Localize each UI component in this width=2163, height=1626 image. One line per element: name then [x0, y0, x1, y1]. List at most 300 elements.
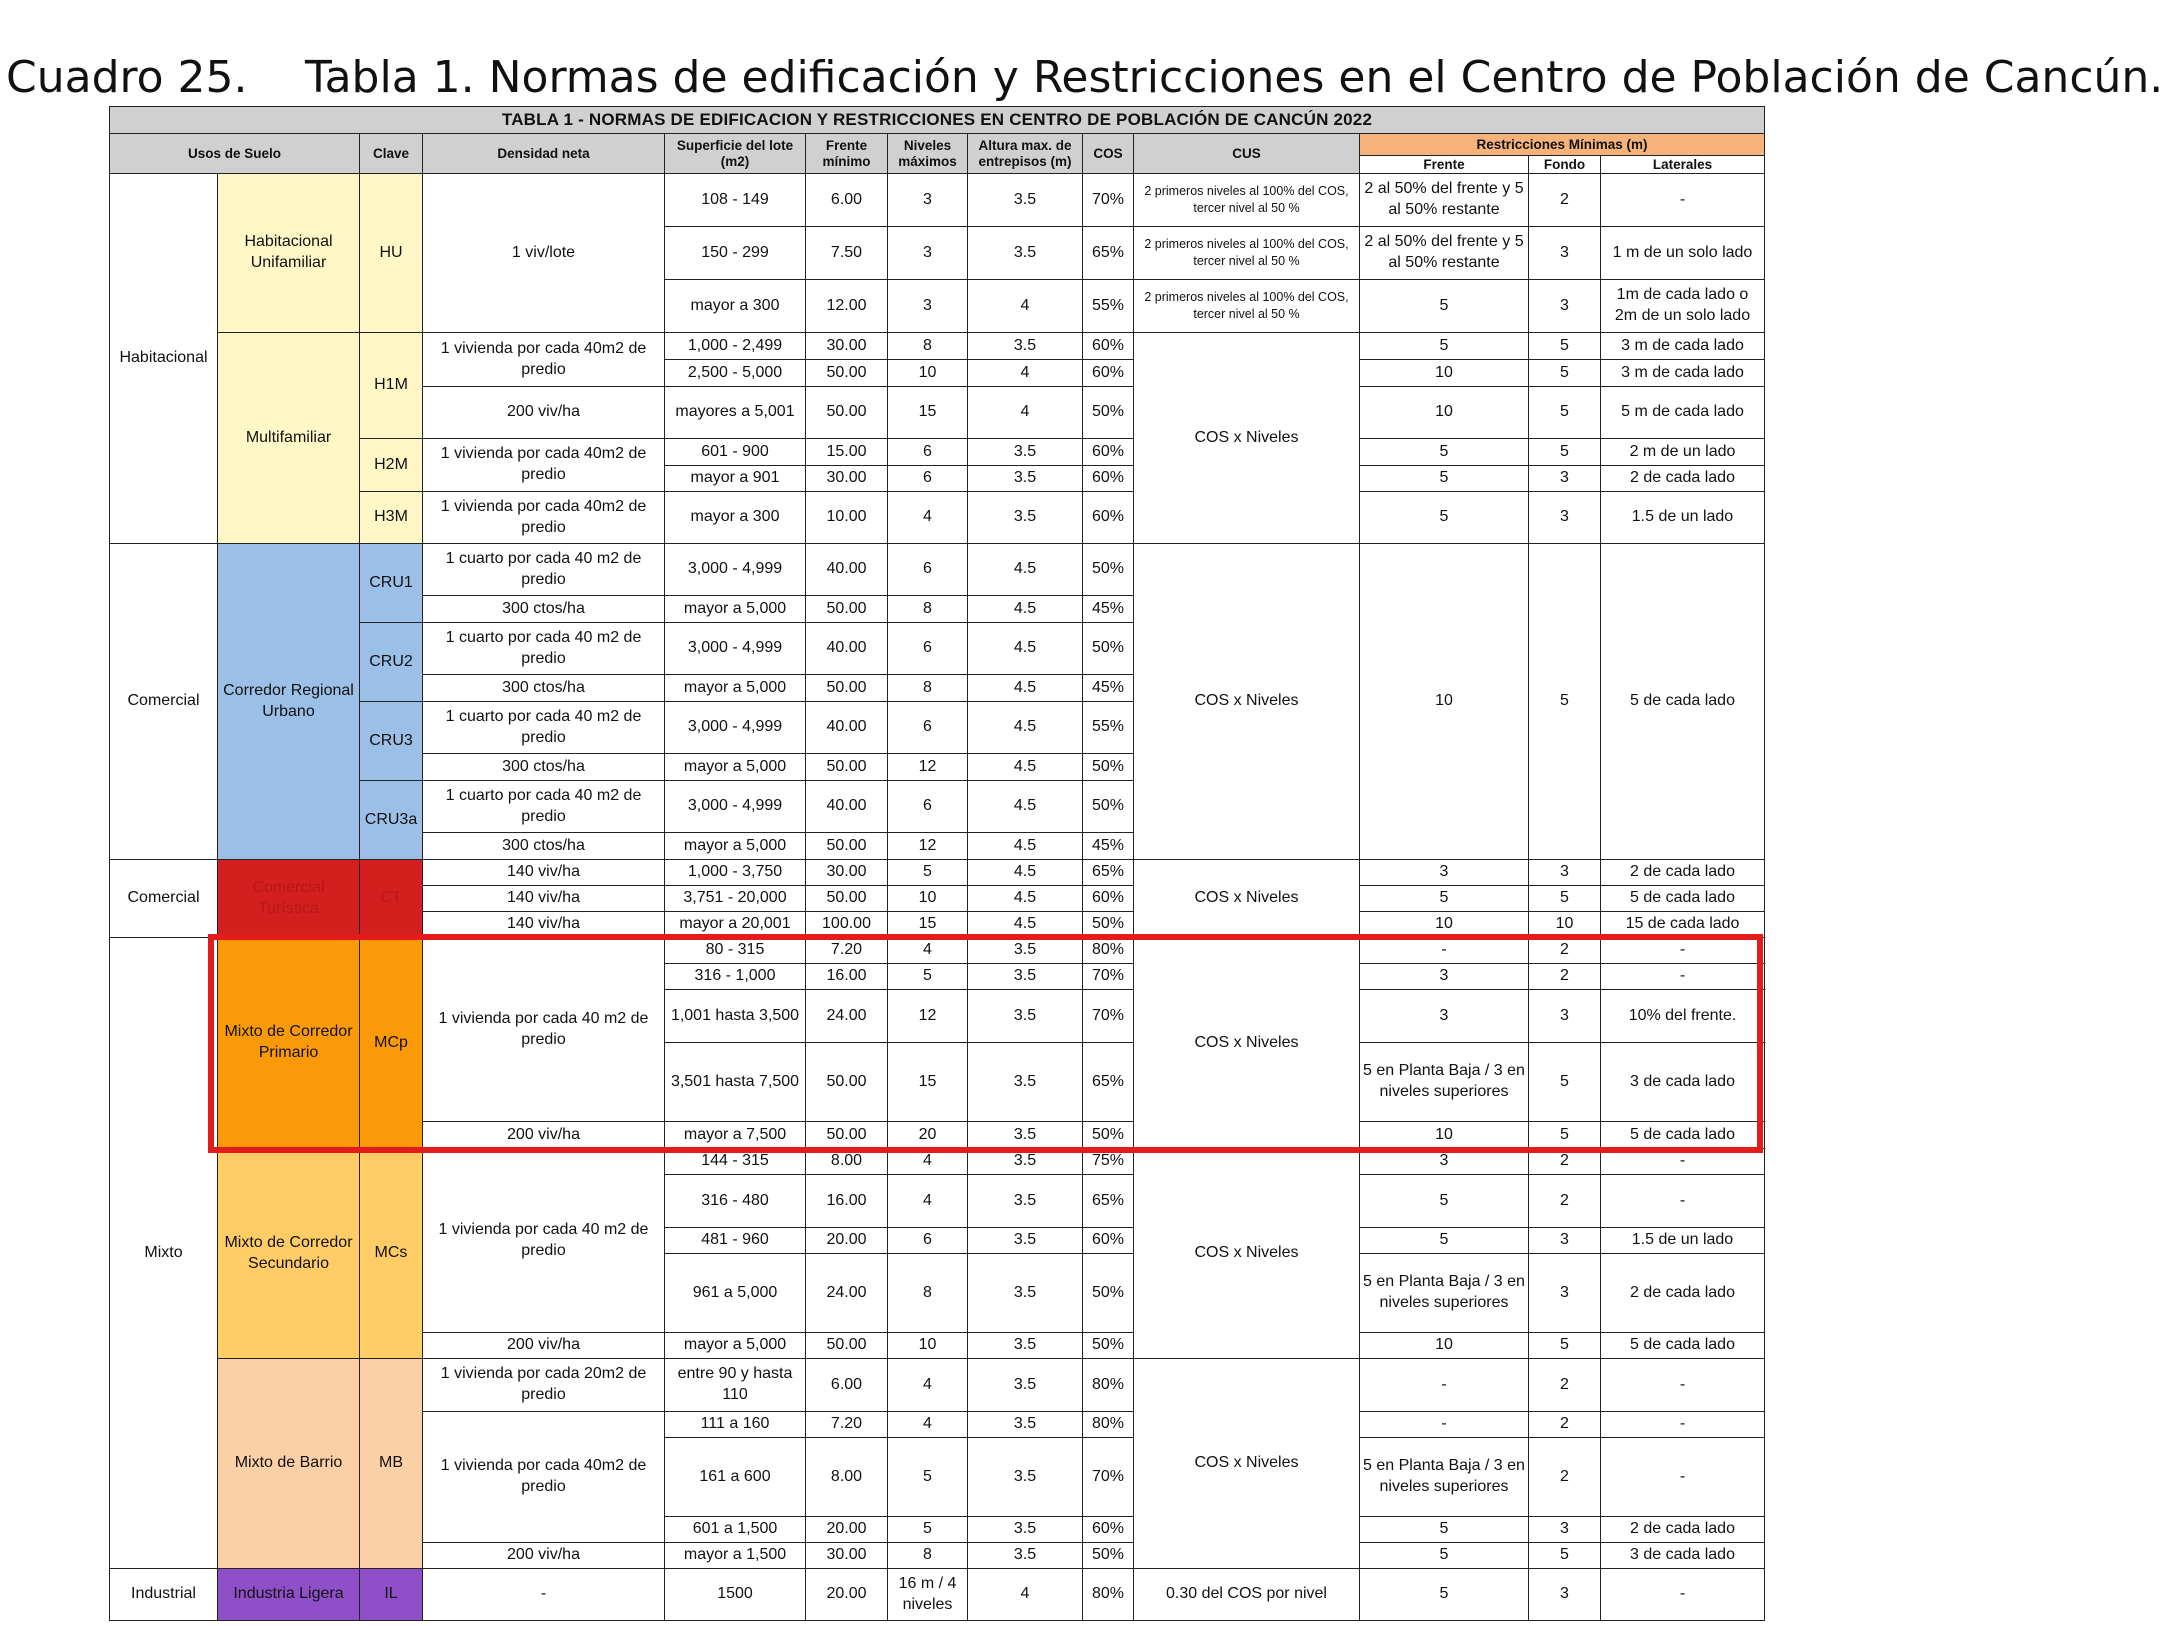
- cell-frente: 50.00: [806, 1043, 888, 1122]
- cell-superficie: mayor a 5,000: [665, 754, 806, 781]
- cell-altura: 3.5: [968, 1149, 1083, 1175]
- cell-niveles: 12: [888, 833, 968, 860]
- cell-restr-fondo: 3: [1529, 990, 1601, 1043]
- cell-restr-frente: 5 en Planta Baja / 3 en niveles superiores: [1360, 1254, 1529, 1333]
- table-row: [110, 174, 1765, 227]
- subgroup-cru: Corredor Regional Urbano: [218, 544, 360, 860]
- clave-cru3a: CRU3a: [360, 781, 423, 860]
- cell-superficie: 3,000 - 4,999: [665, 544, 806, 596]
- cell-niveles: 6: [888, 1228, 968, 1254]
- cell-niveles: 6: [888, 623, 968, 675]
- cell-cos: 80%: [1083, 1412, 1134, 1438]
- cell-cus: 2 primeros niveles al 100% del COS, tercer nivel al 50 %: [1134, 280, 1360, 333]
- cell-superficie: 316 - 480: [665, 1175, 806, 1228]
- cell-altura: 4: [968, 1569, 1083, 1621]
- table-row: [110, 938, 1765, 964]
- cell-restr-frente: 5 en Planta Baja / 3 en niveles superiores: [1360, 1043, 1529, 1122]
- cell-cos: 80%: [1083, 938, 1134, 964]
- subgroup-ct: Comercial Turística: [218, 860, 360, 938]
- cell-cos: 65%: [1083, 860, 1134, 886]
- cell-restr-fondo: 2: [1529, 1438, 1601, 1517]
- clave-ct: CT: [360, 860, 423, 938]
- cell-restr-fondo: 2: [1529, 1359, 1601, 1412]
- cell-cos: 80%: [1083, 1359, 1134, 1412]
- cell-frente: 24.00: [806, 990, 888, 1043]
- cell-altura: 4.5: [968, 702, 1083, 754]
- cell-frente: 50.00: [806, 596, 888, 623]
- cell-frente: 50.00: [806, 1122, 888, 1149]
- cell-restr-laterales: 1m de cada lado o 2m de un solo lado: [1601, 280, 1765, 333]
- cell-densidad: 200 viv/ha: [423, 1333, 665, 1359]
- cell-restr-fondo: 2: [1529, 1149, 1601, 1175]
- cell-altura: 4.5: [968, 675, 1083, 702]
- cell-cos: 80%: [1083, 1569, 1134, 1621]
- cell-superficie: 3,000 - 4,999: [665, 623, 806, 675]
- cell-superficie: 961 a 5,000: [665, 1254, 806, 1333]
- cell-altura: 3.5: [968, 439, 1083, 466]
- cell-restr-fondo: 5: [1529, 886, 1601, 912]
- clave-il: IL: [360, 1569, 423, 1621]
- cell-restr-fondo: 5: [1529, 387, 1601, 439]
- cell-superficie: mayor a 5,000: [665, 675, 806, 702]
- cell-niveles: 10: [888, 1333, 968, 1359]
- cell-superficie: 1,000 - 3,750: [665, 860, 806, 886]
- cell-restr-fondo: 3: [1529, 1569, 1601, 1621]
- cell-restr-fondo: 2: [1529, 174, 1601, 227]
- cell-altura: 4.5: [968, 544, 1083, 596]
- cell-frente: 50.00: [806, 833, 888, 860]
- cell-restr-laterales: -: [1601, 1149, 1765, 1175]
- cell-cos: 55%: [1083, 702, 1134, 754]
- subgroup-mcp: Mixto de Corredor Primario: [218, 938, 360, 1149]
- cell-restr-frente: 3: [1360, 1149, 1529, 1175]
- cell-densidad: 1 cuarto por cada 40 m2 de predio: [423, 544, 665, 596]
- cell-niveles: 6: [888, 439, 968, 466]
- cell-cos: 55%: [1083, 280, 1134, 333]
- cell-superficie: 161 a 600: [665, 1438, 806, 1517]
- cell-superficie: 144 - 315: [665, 1149, 806, 1175]
- cell-niveles: 15: [888, 387, 968, 439]
- cell-superficie: 316 - 1,000: [665, 964, 806, 990]
- cell-cos: 50%: [1083, 623, 1134, 675]
- cell-superficie: entre 90 y hasta 110: [665, 1359, 806, 1412]
- cell-restr-frente: 5: [1360, 492, 1529, 544]
- densidad-mb: 1 vivienda por cada 40m2 de predio: [423, 1412, 665, 1543]
- cell-niveles: 8: [888, 333, 968, 360]
- cell-frente: 7.20: [806, 1412, 888, 1438]
- cell-restr-frente: 5: [1360, 1517, 1529, 1543]
- cell-superficie: 601 - 900: [665, 439, 806, 466]
- cell-frente: 40.00: [806, 623, 888, 675]
- densidad-h2m: 1 vivienda por cada 40m2 de predio: [423, 439, 665, 492]
- cell-frente: 50.00: [806, 1333, 888, 1359]
- cell-cos: 60%: [1083, 333, 1134, 360]
- cell-superficie: mayores a 5,001: [665, 387, 806, 439]
- cell-altura: 3.5: [968, 1175, 1083, 1228]
- cell-cos: 70%: [1083, 174, 1134, 227]
- cell-cos: 50%: [1083, 1543, 1134, 1569]
- cell-restr-laterales: 3 de cada lado: [1601, 1543, 1765, 1569]
- cell-restr-fondo: 2: [1529, 964, 1601, 990]
- cell-altura: 3.5: [968, 227, 1083, 280]
- cell-restr-laterales: 5 m de cada lado: [1601, 387, 1765, 439]
- cell-frente: 40.00: [806, 544, 888, 596]
- cell-restr-fondo: 3: [1529, 227, 1601, 280]
- cell-niveles: 15: [888, 912, 968, 938]
- cell-niveles: 8: [888, 675, 968, 702]
- cell-restr-frente: 5: [1360, 1175, 1529, 1228]
- cell-niveles: 4: [888, 1175, 968, 1228]
- cell-altura: 3.5: [968, 1359, 1083, 1412]
- cell-restr-frente: 10: [1360, 1333, 1529, 1359]
- cell-niveles: 6: [888, 702, 968, 754]
- cell-altura: 4.5: [968, 860, 1083, 886]
- cell-restr-laterales: 15 de cada lado: [1601, 912, 1765, 938]
- cell-cus: 2 primeros niveles al 100% del COS, tercer nivel al 50 %: [1134, 174, 1360, 227]
- clave-cru3: CRU3: [360, 702, 423, 781]
- cell-superficie: 80 - 315: [665, 938, 806, 964]
- cell-frente: 6.00: [806, 174, 888, 227]
- cell-cos: 60%: [1083, 360, 1134, 387]
- cell-restr-frente: 5: [1360, 886, 1529, 912]
- cell-cus: 0.30 del COS por nivel: [1134, 1569, 1360, 1621]
- cell-restr-fondo: 3: [1529, 492, 1601, 544]
- cus-ct: COS x Niveles: [1134, 860, 1360, 938]
- cell-superficie: mayor a 300: [665, 492, 806, 544]
- cell-frente: 20.00: [806, 1517, 888, 1543]
- cell-niveles: 8: [888, 1543, 968, 1569]
- cell-frente: 8.00: [806, 1149, 888, 1175]
- cell-restr-fondo: 3: [1529, 280, 1601, 333]
- cell-frente: 16.00: [806, 964, 888, 990]
- cell-cos: 60%: [1083, 1228, 1134, 1254]
- cell-altura: 4.5: [968, 754, 1083, 781]
- table-row: [110, 1569, 1765, 1621]
- cell-densidad: 300 ctos/ha: [423, 754, 665, 781]
- header-superficie: Superficie del lote (m2): [665, 134, 806, 174]
- cell-restr-frente: 5 en Planta Baja / 3 en niveles superiores: [1360, 1438, 1529, 1517]
- header-altura: Altura max. de entrepisos (m): [968, 134, 1083, 174]
- header-clave: Clave: [360, 134, 423, 174]
- cell-densidad: -: [423, 1569, 665, 1621]
- cell-restr-fondo: 3: [1529, 1228, 1601, 1254]
- clave-cru1: CRU1: [360, 544, 423, 623]
- cell-restr-fondo: 3: [1529, 466, 1601, 492]
- cell-restr-fondo: 10: [1529, 912, 1601, 938]
- cell-cos: 60%: [1083, 492, 1134, 544]
- cell-niveles: 4: [888, 1412, 968, 1438]
- cell-altura: 3.5: [968, 990, 1083, 1043]
- cell-altura: 4.5: [968, 833, 1083, 860]
- densidad-hu: 1 viv/lote: [423, 174, 665, 333]
- cell-restr-frente: 5: [1360, 280, 1529, 333]
- header-restr-fondo: Fondo: [1529, 156, 1601, 174]
- cell-altura: 3.5: [968, 964, 1083, 990]
- cell-restr-laterales: -: [1601, 1412, 1765, 1438]
- header-cos: COS: [1083, 134, 1134, 174]
- cell-niveles: 5: [888, 1438, 968, 1517]
- cell-frente: 16.00: [806, 1175, 888, 1228]
- cell-niveles: 8: [888, 596, 968, 623]
- cell-niveles: 20: [888, 1122, 968, 1149]
- header-restricciones: Restricciones Mínimas (m): [1360, 134, 1765, 156]
- cell-superficie: mayor a 5,000: [665, 833, 806, 860]
- cell-altura: 3.5: [968, 333, 1083, 360]
- table-row: [110, 860, 1765, 886]
- cell-altura: 3.5: [968, 1543, 1083, 1569]
- cell-superficie: 3,000 - 4,999: [665, 702, 806, 754]
- cell-restr-fondo: 5: [1529, 1122, 1601, 1149]
- norms-table: [109, 106, 1765, 1621]
- cell-cos: 45%: [1083, 675, 1134, 702]
- clave-mcp: MCp: [360, 938, 423, 1149]
- cell-restr-frente: 3: [1360, 964, 1529, 990]
- cell-niveles: 6: [888, 544, 968, 596]
- cell-altura: 4.5: [968, 912, 1083, 938]
- densidad-h3m: 1 vivienda por cada 40m2 de predio: [423, 492, 665, 544]
- cell-cos: 65%: [1083, 1043, 1134, 1122]
- cell-restr-fondo: 5: [1529, 1043, 1601, 1122]
- cell-superficie: 601 a 1,500: [665, 1517, 806, 1543]
- table-sheet-title: TABLA 1 - NORMAS DE EDIFICACION Y RESTRICCIONES EN CENTRO DE POBLACIÓN DE CANCÚN 2022: [110, 107, 1765, 134]
- group-mixto: Mixto: [110, 938, 218, 1569]
- group-comercial: Comercial: [110, 544, 218, 860]
- cell-cos: 50%: [1083, 781, 1134, 833]
- cell-densidad: 140 viv/ha: [423, 912, 665, 938]
- cell-restr-frente: -: [1360, 1359, 1529, 1412]
- cell-restr-laterales: 5 de cada lado: [1601, 886, 1765, 912]
- cell-restr-laterales: -: [1601, 1175, 1765, 1228]
- cell-niveles: 10: [888, 886, 968, 912]
- densidad-mcp: 1 vivienda por cada 40 m2 de predio: [423, 938, 665, 1122]
- cell-niveles: 5: [888, 860, 968, 886]
- cell-altura: 3.5: [968, 1043, 1083, 1122]
- cell-frente: 30.00: [806, 860, 888, 886]
- cell-frente: 7.20: [806, 938, 888, 964]
- cell-frente: 15.00: [806, 439, 888, 466]
- cell-superficie: 1500: [665, 1569, 806, 1621]
- cell-densidad: 1 cuarto por cada 40 m2 de predio: [423, 781, 665, 833]
- cell-densidad: 300 ctos/ha: [423, 596, 665, 623]
- cell-frente: 40.00: [806, 781, 888, 833]
- cell-superficie: mayor a 7,500: [665, 1122, 806, 1149]
- cell-cos: 70%: [1083, 1438, 1134, 1517]
- cell-frente: 50.00: [806, 675, 888, 702]
- cell-restr-laterales: 3 m de cada lado: [1601, 360, 1765, 387]
- cell-restr-frente: 10: [1360, 912, 1529, 938]
- cell-frente: 50.00: [806, 754, 888, 781]
- cell-restr-frente: 2 al 50% del frente y 5 al 50% restante: [1360, 227, 1529, 280]
- cell-altura: 3.5: [968, 1333, 1083, 1359]
- cell-restr-fondo: 2: [1529, 1175, 1601, 1228]
- cus-mb: COS x Niveles: [1134, 1359, 1360, 1569]
- cell-restr-laterales: 3 m de cada lado: [1601, 333, 1765, 360]
- cell-restr-laterales: 10% del frente.: [1601, 990, 1765, 1043]
- densidad-h1m: 1 vivienda por cada 40m2 de predio: [423, 333, 665, 387]
- cell-niveles: 4: [888, 1149, 968, 1175]
- cell-restr-frente: -: [1360, 938, 1529, 964]
- cell-cos: 50%: [1083, 1333, 1134, 1359]
- cell-frente: 50.00: [806, 360, 888, 387]
- cell-niveles: 16 m / 4 niveles: [888, 1569, 968, 1621]
- cell-niveles: 3: [888, 174, 968, 227]
- cell-superficie: 150 - 299: [665, 227, 806, 280]
- page-title: Tabla 1. Normas de edificación y Restricciones en el Centro de Población de Cancún.: [305, 52, 2163, 103]
- cell-frente: 20.00: [806, 1228, 888, 1254]
- cell-superficie: 108 - 149: [665, 174, 806, 227]
- subgroup-multifamiliar: Multifamiliar: [218, 333, 360, 544]
- cell-cos: 50%: [1083, 1122, 1134, 1149]
- cell-restr-laterales: 5 de cada lado: [1601, 1333, 1765, 1359]
- cell-superficie: mayor a 5,000: [665, 596, 806, 623]
- cell-altura: 4.5: [968, 596, 1083, 623]
- cell-niveles: 4: [888, 1359, 968, 1412]
- cell-densidad: 200 viv/ha: [423, 1543, 665, 1569]
- restr-fondo-cru: 5: [1529, 544, 1601, 860]
- cell-densidad: 200 viv/ha: [423, 1122, 665, 1149]
- cell-altura: 3.5: [968, 1228, 1083, 1254]
- table-title-row: [110, 107, 1765, 134]
- cell-restr-fondo: 3: [1529, 1517, 1601, 1543]
- cell-altura: 3.5: [968, 1122, 1083, 1149]
- cell-altura: 4.5: [968, 781, 1083, 833]
- cell-densidad: 300 ctos/ha: [423, 675, 665, 702]
- cell-restr-fondo: 5: [1529, 333, 1601, 360]
- cus-mcs: COS x Niveles: [1134, 1149, 1360, 1359]
- cell-cos: 70%: [1083, 964, 1134, 990]
- header-cus: CUS: [1134, 134, 1360, 174]
- cell-cos: 70%: [1083, 990, 1134, 1043]
- cell-restr-laterales: -: [1601, 1569, 1765, 1621]
- cell-altura: 4: [968, 360, 1083, 387]
- cell-frente: 40.00: [806, 702, 888, 754]
- cell-superficie: mayor a 20,001: [665, 912, 806, 938]
- cell-frente: 50.00: [806, 387, 888, 439]
- cell-restr-frente: 5: [1360, 1569, 1529, 1621]
- cell-superficie: mayor a 1,500: [665, 1543, 806, 1569]
- header-densidad: Densidad neta: [423, 134, 665, 174]
- cell-superficie: mayor a 300: [665, 280, 806, 333]
- cell-cos: 65%: [1083, 227, 1134, 280]
- cell-restr-fondo: 5: [1529, 1543, 1601, 1569]
- clave-mb: MB: [360, 1359, 423, 1569]
- cell-superficie: 3,751 - 20,000: [665, 886, 806, 912]
- cell-restr-laterales: 2 de cada lado: [1601, 1517, 1765, 1543]
- cell-niveles: 6: [888, 781, 968, 833]
- cell-frente: 50.00: [806, 886, 888, 912]
- cell-niveles: 10: [888, 360, 968, 387]
- table-header-row: [110, 134, 1765, 156]
- header-frente-minimo: Frente mínimo: [806, 134, 888, 174]
- cell-restr-laterales: -: [1601, 964, 1765, 990]
- cell-cos: 50%: [1083, 754, 1134, 781]
- header-restr-laterales: Laterales: [1601, 156, 1765, 174]
- cell-restr-fondo: 3: [1529, 1254, 1601, 1333]
- cell-frente: 100.00: [806, 912, 888, 938]
- cell-frente: 10.00: [806, 492, 888, 544]
- cell-restr-fondo: 5: [1529, 360, 1601, 387]
- cell-densidad: 300 ctos/ha: [423, 833, 665, 860]
- cell-restr-fondo: 2: [1529, 1412, 1601, 1438]
- cell-niveles: 3: [888, 280, 968, 333]
- cell-frente: 30.00: [806, 466, 888, 492]
- cell-restr-frente: 5: [1360, 333, 1529, 360]
- cell-altura: 4.5: [968, 886, 1083, 912]
- clave-h2m: H2M: [360, 439, 423, 492]
- cell-altura: 3.5: [968, 1438, 1083, 1517]
- clave-h3m: H3M: [360, 492, 423, 544]
- cell-frente: 12.00: [806, 280, 888, 333]
- cus-mcp: COS x Niveles: [1134, 938, 1360, 1149]
- cell-restr-fondo: 2: [1529, 938, 1601, 964]
- cell-cos: 50%: [1083, 912, 1134, 938]
- cell-restr-frente: 3: [1360, 860, 1529, 886]
- cell-restr-laterales: 3 de cada lado: [1601, 1043, 1765, 1122]
- cell-restr-laterales: -: [1601, 174, 1765, 227]
- cell-restr-laterales: 1.5 de un lado: [1601, 1228, 1765, 1254]
- cell-superficie: 3,501 hasta 7,500: [665, 1043, 806, 1122]
- cell-altura: 3.5: [968, 492, 1083, 544]
- cell-restr-fondo: 5: [1529, 1333, 1601, 1359]
- cell-restr-laterales: 2 de cada lado: [1601, 466, 1765, 492]
- cell-restr-laterales: 2 de cada lado: [1601, 860, 1765, 886]
- cell-niveles: 12: [888, 990, 968, 1043]
- cell-restr-laterales: -: [1601, 1359, 1765, 1412]
- cell-restr-frente: 5: [1360, 466, 1529, 492]
- cell-restr-laterales: -: [1601, 1438, 1765, 1517]
- cell-restr-laterales: 1 m de un solo lado: [1601, 227, 1765, 280]
- cell-cos: 50%: [1083, 1254, 1134, 1333]
- table-row: [110, 1149, 1765, 1175]
- cell-cos: 60%: [1083, 439, 1134, 466]
- cell-cos: 50%: [1083, 544, 1134, 596]
- cell-cos: 65%: [1083, 1175, 1134, 1228]
- cell-altura: 4: [968, 387, 1083, 439]
- cell-restr-laterales: 1.5 de un lado: [1601, 492, 1765, 544]
- cell-densidad: 140 viv/ha: [423, 886, 665, 912]
- cell-superficie: mayor a 5,000: [665, 1333, 806, 1359]
- header-restr-frente: Frente: [1360, 156, 1529, 174]
- cell-frente: 30.00: [806, 1543, 888, 1569]
- clave-h1m: H1M: [360, 333, 423, 439]
- cell-restr-frente: 3: [1360, 990, 1529, 1043]
- cell-restr-frente: 10: [1360, 1122, 1529, 1149]
- cell-cos: 45%: [1083, 596, 1134, 623]
- cell-cos: 75%: [1083, 1149, 1134, 1175]
- cell-restr-frente: -: [1360, 1412, 1529, 1438]
- cell-cos: 45%: [1083, 833, 1134, 860]
- cell-niveles: 3: [888, 227, 968, 280]
- cell-cos: 50%: [1083, 387, 1134, 439]
- cell-superficie: mayor a 901: [665, 466, 806, 492]
- cell-altura: 4: [968, 280, 1083, 333]
- cell-frente: 24.00: [806, 1254, 888, 1333]
- cell-restr-frente: 5: [1360, 1228, 1529, 1254]
- cell-niveles: 8: [888, 1254, 968, 1333]
- cell-restr-laterales: 5 de cada lado: [1601, 1122, 1765, 1149]
- cell-densidad: 1 cuarto por cada 40 m2 de predio: [423, 702, 665, 754]
- group-habitacional: Habitacional: [110, 174, 218, 544]
- cell-niveles: 5: [888, 964, 968, 990]
- cell-restr-laterales: -: [1601, 938, 1765, 964]
- cell-niveles: 6: [888, 466, 968, 492]
- cell-superficie: 111 a 160: [665, 1412, 806, 1438]
- cell-superficie: 1,001 hasta 3,500: [665, 990, 806, 1043]
- clave-mcs: MCs: [360, 1149, 423, 1359]
- subgroup-il: Industria Ligera: [218, 1569, 360, 1621]
- cell-restr-fondo: 3: [1529, 860, 1601, 886]
- cell-frente: 7.50: [806, 227, 888, 280]
